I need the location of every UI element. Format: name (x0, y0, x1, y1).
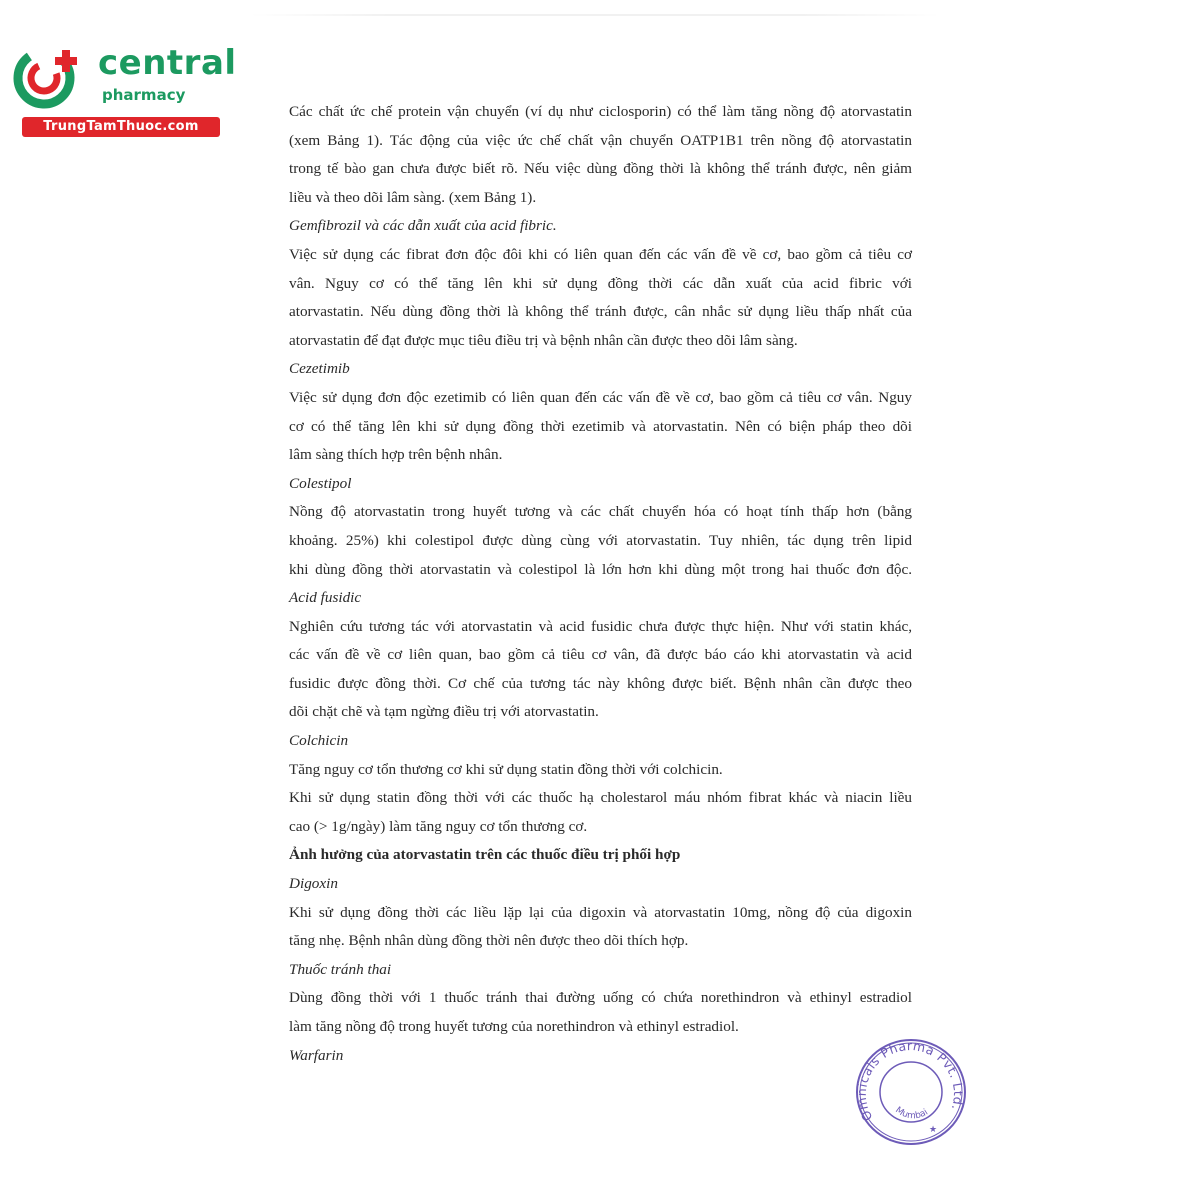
central-pharmacy-logo[interactable] (10, 36, 237, 136)
text-line: cao (> 1g/ngày) làm tăng nguy cơ tổn thương cơ. (289, 817, 588, 835)
text-line: lâm sàng thích hợp trên bệnh nhân. (289, 446, 503, 464)
brand-sub: pharmacy (102, 86, 186, 104)
text-line: Dùng đồng thời với 1 thuốc tránh thai đường uống có chứa norethindron và ethinyl estradiol (289, 989, 912, 1007)
section-heading: Cezetimib (289, 360, 350, 378)
svg-text:Omnicals Pharma Pvt. Ltd. (854, 1038, 966, 1124)
text-line: atorvastatin để đạt được mục tiêu điều trị và bệnh nhân cần được theo dõi lâm sàng. (289, 331, 798, 349)
text-line: Các chất ức chế protein vận chuyển (ví dụ như ciclosporin) có thể làm tăng nồng độ atorvastatin (289, 103, 912, 120)
company-stamp (853, 1036, 969, 1148)
text-line: liều và theo dõi lâm sàng. (xem Bảng 1). (289, 188, 537, 206)
section-heading: Warfarin (289, 1046, 344, 1064)
text-line: các vấn đề về cơ liên quan, bao gồm cả tiêu cơ vân, đã được báo cáo khi atorvastatin và acid (289, 646, 912, 664)
text-line: Việc sử dụng đơn độc ezetimib có liên quan đến các vấn đề về cơ, bao gồm cả tiêu cơ vân. Nguy (289, 388, 912, 406)
text-line: Nghiên cứu tương tác với atorvastatin và acid fusidic chưa được thực hiện. Như với statin khác, (289, 617, 912, 635)
text-line: làm tăng nồng độ trong huyết tương của norethindron và ethinyl estradiol. (289, 1018, 739, 1035)
stamp-outer-text: Omnicals Pharma Pvt. Ltd. (853, 1037, 966, 1124)
text-line: vân. Nguy cơ có thể tăng lên khi sử dụng đồng thời các dẫn xuất của acid fibric với (289, 274, 912, 292)
text-line: dõi chặt chẽ và tạm ngừng điều trị với atorvastatin. (289, 703, 599, 721)
text-line: fusidic được đồng thời. Cơ chế của tương tác này không được biết. Bệnh nhân cần được theo (289, 674, 912, 692)
stamp-star-icon: ★ (929, 1125, 938, 1135)
text-line: Việc sử dụng các fibrat đơn độc đôi khi có liên quan đến các vấn đề về cơ, bao gồm cả tiêu cơ (289, 245, 912, 263)
text-line: (xem Bảng 1). Tác động của việc ức chế chất vận chuyển OATP1B1 trên nồng độ atorvastatin (289, 131, 912, 149)
text-line: trong tế bào gan chưa được biết rõ. Nếu việc dùng đồng thời là không thể tránh được, nên giảm (289, 160, 912, 178)
text-line: khi dùng đồng thời atorvastatin và colestipol là lớn hơn khi dùng một trong hai thuốc đơn độc. (289, 560, 912, 578)
scan-edge (250, 14, 940, 16)
section-heading: Acid fusidic (289, 589, 362, 607)
text-line: Tăng nguy cơ tổn thương cơ khi sử dụng statin đồng thời với colchicin. (289, 760, 723, 778)
section-heading: Colchicin (289, 732, 349, 750)
text-line: khoảng. 25%) khi colestipol được dùng cùng với atorvastatin. Tuy nhiên, tác dụng trên lipid (289, 531, 912, 549)
section-heading: Thuốc tránh thai (289, 960, 392, 978)
text-line: tăng nhẹ. Bệnh nhân dùng đồng thời nên được theo dõi thích hợp. (289, 932, 689, 950)
section-heading: Digoxin (289, 875, 338, 893)
section-heading: Colestipol (289, 474, 352, 492)
section-title: Ảnh hưởng của atorvastatin trên các thuốc điều trị phối hợp (289, 846, 681, 864)
stamp-inner-text: Mumbai (893, 1105, 931, 1122)
document-body (289, 98, 912, 1070)
section-heading: Gemfibrozil và các dẫn xuất của acid fibric. (289, 217, 557, 235)
text-line: Khi sử dụng statin đồng thời với các thuốc hạ cholestarol máu nhóm fibrat khác và niacin liều (289, 789, 912, 807)
pharmacy-cross-logo-icon (10, 36, 88, 114)
text-line: cơ có thể tăng lên khi sử dụng đồng thời ezetimib và atorvastatin. Nên có biện pháp theo dõi (289, 417, 912, 435)
brand-name: central (98, 43, 237, 83)
text-line: atorvastatin. Nếu dùng đồng thời là không thể tránh được, cân nhắc sử dụng liều thấp nhất của (289, 303, 912, 321)
text-line: Nồng độ atorvastatin trong huyết tương và các chất chuyển hóa có hoạt tính thấp hơn (bằng (289, 503, 912, 521)
text-line: Khi sử dụng đồng thời các liều lặp lại của digoxin và atorvastatin 10mg, nồng độ của digoxin (289, 903, 912, 921)
brand-website[interactable]: TrungTamThuoc.com (22, 117, 220, 137)
